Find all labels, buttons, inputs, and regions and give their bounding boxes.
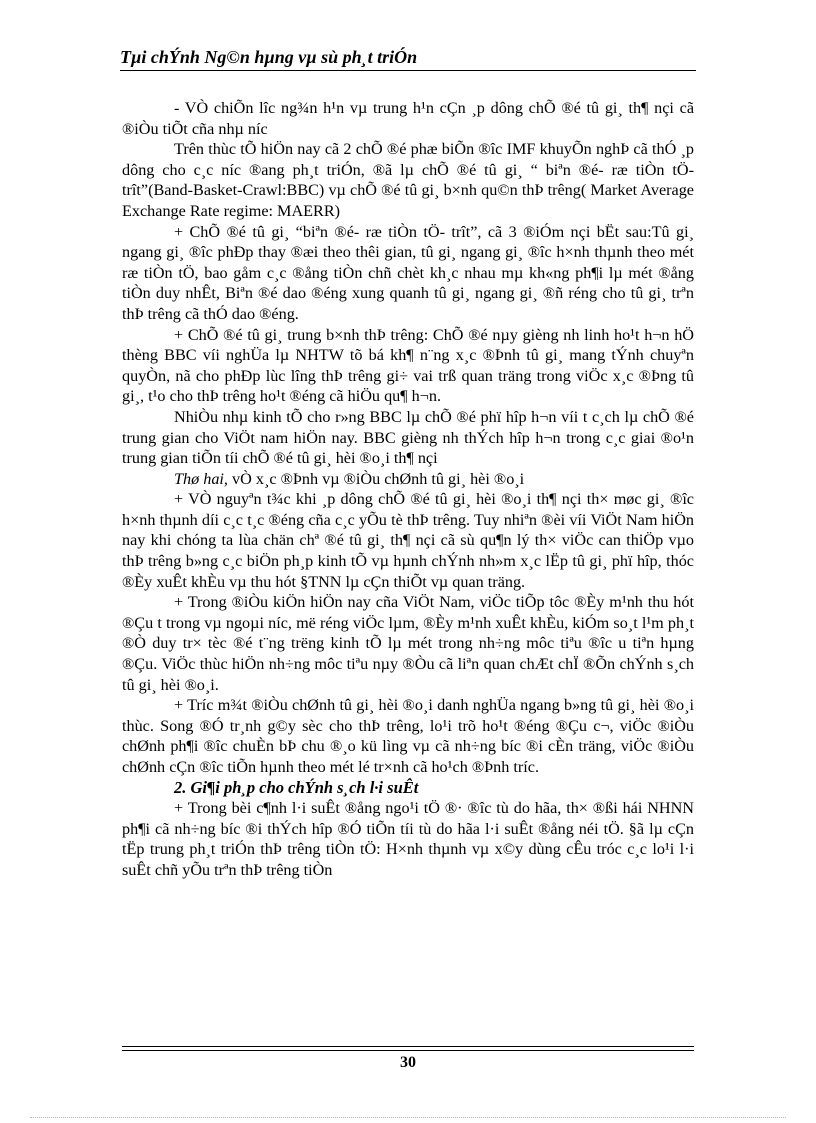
paragraph: + ChÕ ®é tû gi¸ trung b×nh thÞ trêng: ChÕ ®é nµy gièng nh linh ho¹t h¬n hÖ thèng BBC víi nghÜa lµ NHTW tõ bá kh¶ n¨ng x¸c ®Þnh tû gi¸ mang tÝnh chuyªn quyÒn, nã cho phÐp lùc lîng thÞ trêng gi÷ vai trß quan träng trong viÖc x¸c ®Þng tû gi¸, t¹o cho thÞ trêng ho¹t ®éng cã hiÖu qu¶ h¬n.	[122, 325, 694, 406]
footer-rule	[122, 1046, 694, 1047]
paragraph: NhiÒu nhµ kinh tÕ cho r»ng BBC lµ chÕ ®é phï hîp h¬n víi t c¸ch lµ chÕ ®é trung gian cho ViÖt nam hiÖn nay. BBC gièng nh thÝch hîp h¬n trong c¸c giai ®o¹n trung gian tiÕn tíi chÕ ®é tû gi¸ hèi ®o¸i th¶ nçi	[122, 407, 694, 468]
paragraph: Trên thùc tÕ hiÖn nay cã 2 chÕ ®é phæ biÕn ®îc IMF khuyÕn nghÞ cã thÓ ¸p dông cho c¸c níc ®ang ph¸t triÓn, ®ã lµ chÕ ®é tû gi¸ “ biªn ®é- ræ tiÒn tÖ- trît”(Band-Basket-Crawl:BBC) vµ chÕ ®é tû gi¸ b×nh qu©n thÞ trêng( Market Average Exchange Rate regime: MAERR)	[122, 140, 694, 220]
paragraph	[122, 469, 694, 490]
section-heading: 2. Gi¶i ph¸p cho chÝnh s¸ch l·i suÊt	[174, 777, 419, 797]
page-number: 30	[400, 1054, 416, 1071]
paragraph: + Tríc m¾t ®iÒu chØnh tû gi¸ hèi ®o¸i danh nghÜa ngang b»ng tû gi¸ hèi ®o¸i thùc. Song ®Ó tr¸nh g©y sèc cho thÞ trêng, lo¹i trõ ho¹t ®éng ®Çu c¬, viÖc ®iÒu chØnh ph¶i ®îc chuÈn bÞ chu ®¸o kü lìng vµ cã nh÷ng bíc ®i cÈn träng, viÖc ®iÒu chØnh cÇn ®îc tiÕn hµnh theo mét lé tr×nh cã ho¹ch ®Þnh tríc.	[122, 696, 694, 776]
paragraph-lead-italic: Thø hai,	[174, 469, 228, 488]
paragraph: + ChÕ ®é tû gi¸ “biªn ®é- ræ tiÒn tÖ- trît”, cã 3 ®iÓm nçi bËt sau:Tû gi¸ ngang gi¸ ®îc phÐp thay ®æi theo thêi gian, tû gi¸ ngang gi¸ ®îc h×nh thµnh theo mét ræ tiÒn tÖ, bao gåm c¸c ®ång tiÒn chñ chèt kh¸c nhau mµ kh«ng ph¶i lµ mét ®ång tiÒn duy nhÊt, Biªn ®é dao ®éng xung quanh tû gi¸ ngang gi¸ ®ñ réng cho tû gi¸ trªn thÞ trêng cã thÓ dao ®éng.	[122, 222, 694, 323]
footer-rule	[122, 1050, 694, 1051]
paragraph: + VÒ nguyªn t¾c khi ¸p dông chÕ ®é tû gi¸ hèi ®o¸i th¶ nçi th× møc gi¸ ®îc h×nh thµnh díi c¸c t¸c ®éng cña c¸c yÕu tè thÞ trêng. Tuy nhiªn ®èi víi ViÖt Nam hiÖn nay khi chóng ta lùa chän chª ®é tû gi¸ th¶ nçi cã sù qu¶n lý th× viÖc can thiÖp vµo thÞ trêng b»ng c¸c biÖn ph¸p kinh tÕ vµ hµnh chÝnh nh»m x¸c lËp tû gi¸ phï hîp, thóc ®Èy xuÊt khÈu vµ thu hót §TNN lµ cÇn thiÕt vµ quan träng.	[122, 490, 694, 591]
paragraph-text: vÒ x¸c ®Þnh vµ ®iÒu chØnh tû gi¸ hèi ®o¸i	[227, 469, 525, 488]
page-edge-dotted-line	[30, 1117, 786, 1118]
body-text	[122, 98, 694, 881]
paragraph: + Trong ®iÒu kiÖn hiÖn nay cña ViÖt Nam, viÖc tiÕp tôc ®Èy m¹nh thu hót ®Çu t trong vµ ngoµi níc, më réng viÖc lµm, ®Èy m¹nh xuÊt khÈu, kiÓm so¸t l¹m ph¸t ®Ò duy tr× tèc ®é t¨ng trëng kinh tÕ lµ mét trong nh÷ng môc tiªu ®îc u tiªn hµng ®Çu. ViÖc thùc hiÖn nh÷ng môc tiªu nµy ®Òu cã liªn quan chÆt chÏ ®Õn chÝnh s¸ch tû gi¸ hèi ®o¸i.	[122, 593, 694, 694]
paragraph: + Trong bèi c¶nh l·i suÊt ®ång ngo¹i tÖ ®· ®îc tù do hãa, th× ®ßi hái NHNN ph¶i cã nh÷ng bíc ®i thÝch hîp ®Ó tiÕn tíi tù do hãa l·i suÊt ®ång néi tÖ. §ã lµ cÇn tËp trung ph¸t triÓn thÞ trêng tiÒn tÖ: H×nh thµnh vµ x©y dùng cÊu tróc c¸c lo¹i l·i suÊt chñ yÕu trªn thÞ trêng tiÒn	[122, 799, 694, 879]
paragraph: - VÒ chiÕn lîc ng¾n h¹n vµ trung h¹n cÇn ¸p dông chÕ ®é tû gi¸ th¶ nçi cã ®iÒu tiÕt cña nhµ níc	[122, 99, 694, 138]
running-header: Tµi chÝnh Ng©n hµng vµ sù ph¸t triÓn	[120, 47, 418, 67]
header-rule	[120, 70, 696, 71]
